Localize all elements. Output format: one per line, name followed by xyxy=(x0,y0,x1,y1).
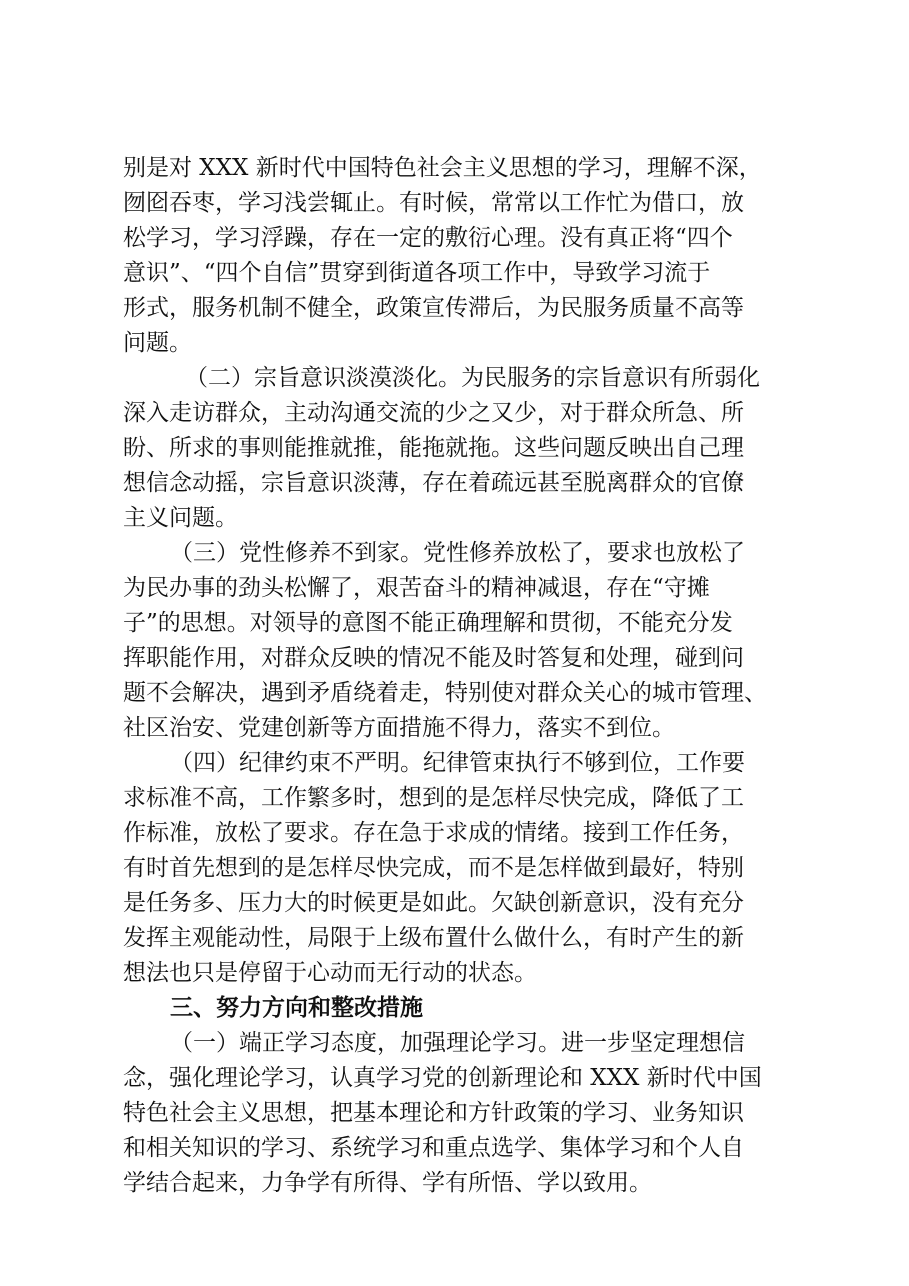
text-line: 有时首先想到的是怎样尽快完成，而不是怎样做到最好，特别 xyxy=(123,855,744,881)
text-line: 是任务多、压力大的时候更是如此。欠缺创新意识，没有充分 xyxy=(123,890,744,916)
text-line: 特色社会主义思想，把基本理论和方针政策的学习、业务知识 xyxy=(123,1100,744,1126)
text-line: 学结合起来，力争学有所得、学有所悟、学以致用。 xyxy=(123,1170,652,1196)
text-line: 社区治安、党建创新等方面措施不得力，落实不到位。 xyxy=(123,715,675,741)
text-line: 问题。 xyxy=(123,330,192,356)
text-line: 发挥主观能动性，局限于上级布置什么做什么，有时产生的新 xyxy=(123,925,744,951)
text-line: 想信念动摇，宗旨意识淡薄，存在着疏远甚至脱离群众的官僚 xyxy=(123,470,744,496)
text-line: 别是对 XXX 新时代中国特色社会主义思想的学习，理解不深， xyxy=(123,155,762,181)
chapter-three-heading: 三、努力方向和整改措施 xyxy=(170,995,423,1021)
text-line: 想法也只是停留于心动而无行动的状态。 xyxy=(123,960,537,986)
text-line: 念，强化理论学习，认真学习党的创新理论和 XXX 新时代中国 xyxy=(123,1065,762,1091)
text-line: 挥职能作用，对群众反映的情况不能及时答复和处理，碰到问 xyxy=(123,645,744,671)
text-line: 为民办事的劲头松懈了，艰苦奋斗的精神减退，存在“守摊 xyxy=(123,575,710,601)
text-line: 意识”、“四个自信”贯穿到街道各项工作中，导致学习流于 xyxy=(123,260,711,286)
text-line: 深入走访群众，主动沟通交流的少之又少，对于群众所急、所 xyxy=(123,400,744,426)
text-line: 子”的思想。对领导的意图不能正确理解和贯彻，不能充分发 xyxy=(123,610,733,636)
section-four-heading-line: （四）纪律约束不严明。纪律管束执行不够到位，工作要 xyxy=(170,750,745,776)
text-line: 盼、所求的事则能推就推，能拖就拖。这些问题反映出自己理 xyxy=(123,435,744,461)
text-line: 和相关知识的学习、系统学习和重点选学、集体学习和个人自 xyxy=(123,1135,744,1161)
measure-one-heading-line: （一）端正学习态度，加强理论学习。进一步坚定理想信 xyxy=(170,1030,745,1056)
text-line: 主义问题。 xyxy=(123,505,238,531)
text-line: 松学习，学习浮躁，存在一定的敷衍心理。没有真正将“四个 xyxy=(123,225,733,251)
section-two-heading-line: （二）宗旨意识淡漠淡化。为民服务的宗旨意识有所弱化 xyxy=(185,365,760,391)
text-line: 形式，服务机制不健全，政策宣传滞后，为民服务质量不高等 xyxy=(123,295,744,321)
section-three-heading-line: （三）党性修养不到家。党性修养放松了，要求也放松了 xyxy=(170,540,745,566)
text-line: 作标准，放松了要求。存在急于求成的情绪。接到工作任务， xyxy=(123,820,744,846)
text-line: 题不会解决，遇到矛盾绕着走，特别使对群众关心的城市管理、 xyxy=(123,680,767,706)
text-line: 求标准不高，工作繁多时，想到的是怎样尽快完成，降低了工 xyxy=(123,785,744,811)
text-line: 囫囵吞枣，学习浅尝辄止。有时候，常常以工作忙为借口，放 xyxy=(123,190,744,216)
